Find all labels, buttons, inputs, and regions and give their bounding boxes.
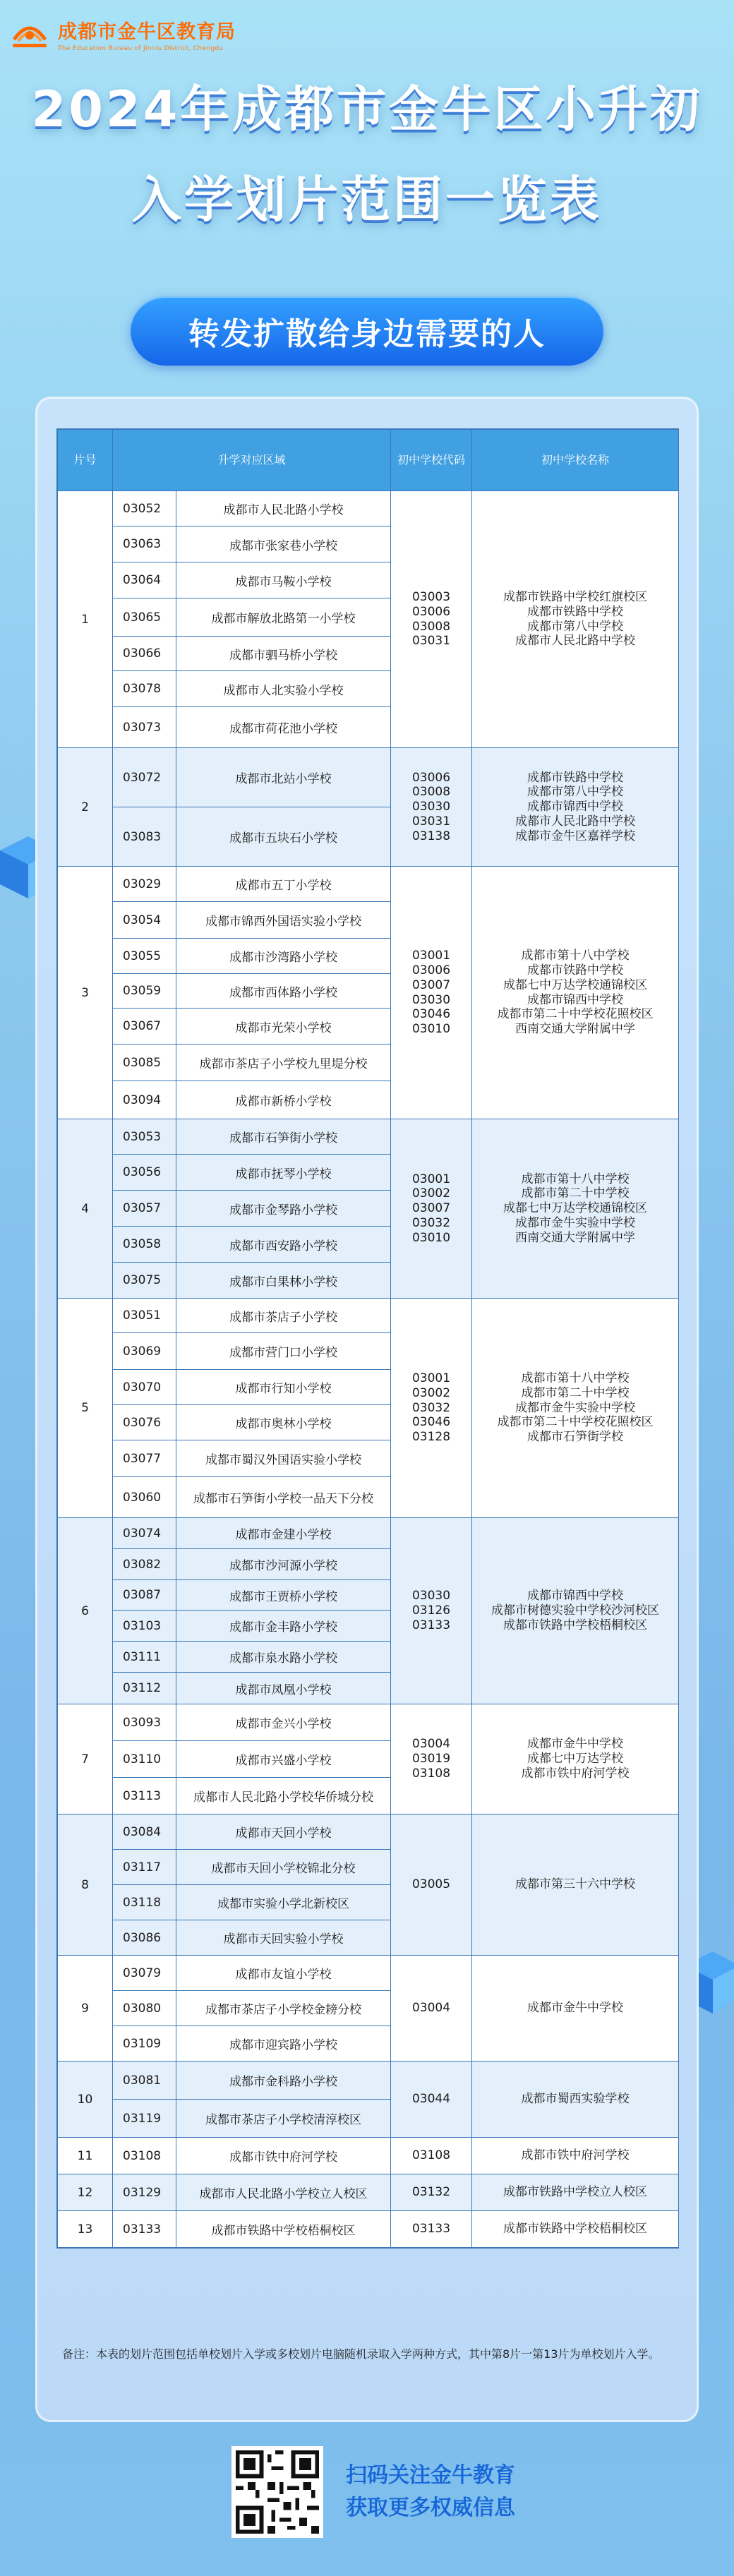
primary-school-name: 成都市茶店子小学校清淳校区 bbox=[176, 2100, 391, 2138]
share-banner: 转发扩散给身边需要的人 bbox=[131, 296, 603, 366]
middle-school-names: 成都市第三十六中学校 bbox=[472, 1814, 679, 1956]
primary-school-code: 03054 bbox=[113, 902, 176, 939]
primary-school-code: 03067 bbox=[113, 1009, 176, 1045]
middle-school-codes: 03003 03006 03008 03031 bbox=[391, 491, 472, 748]
table-row bbox=[58, 1518, 679, 1549]
table-header-row bbox=[58, 430, 679, 491]
area-number: 3 bbox=[58, 867, 113, 1119]
area-number: 8 bbox=[58, 1814, 113, 1956]
primary-school-code: 03070 bbox=[113, 1370, 176, 1405]
middle-school-names: 成都市铁路中学校红旗校区 成都市铁路中学校 成都市第八中学校 成都市人民北路中学校 bbox=[472, 491, 679, 748]
primary-school-code: 03117 bbox=[113, 1850, 176, 1885]
primary-school-name: 成都市驷马桥小学校 bbox=[176, 637, 391, 671]
qr-code-icon[interactable] bbox=[231, 2446, 323, 2538]
primary-school-code: 03065 bbox=[113, 598, 176, 637]
primary-school-code: 03059 bbox=[113, 974, 176, 1009]
primary-school-name: 成都市石笋街小学校 bbox=[176, 1119, 391, 1155]
primary-school-name: 成都市金科路小学校 bbox=[176, 2062, 391, 2100]
primary-school-name: 成都市人民北路小学校 bbox=[176, 491, 391, 526]
primary-school-name: 成都市新桥小学校 bbox=[176, 1081, 391, 1119]
primary-school-code: 03029 bbox=[113, 867, 176, 902]
primary-school-code: 03108 bbox=[113, 2138, 176, 2174]
primary-school-name: 成都市天回小学校 bbox=[176, 1814, 391, 1850]
table-row bbox=[58, 2138, 679, 2174]
primary-school-code: 03094 bbox=[113, 1081, 176, 1119]
primary-school-code: 03074 bbox=[113, 1518, 176, 1549]
table-row bbox=[58, 1299, 679, 1333]
primary-school-name: 成都市张家巷小学校 bbox=[176, 526, 391, 562]
footer-line-1: 扫码关注金牛教育 bbox=[346, 2462, 515, 2488]
primary-school-name: 成都市茶店子小学校九里堤分校 bbox=[176, 1045, 391, 1081]
primary-school-code: 03110 bbox=[113, 1741, 176, 1778]
primary-school-code: 03073 bbox=[113, 707, 176, 748]
education-bureau-logo-icon bbox=[10, 14, 49, 54]
primary-school-code: 03081 bbox=[113, 2062, 176, 2100]
primary-school-code: 03103 bbox=[113, 1611, 176, 1642]
table-row bbox=[58, 1704, 679, 1741]
primary-school-name: 成都市石笋街小学校一品天下分校 bbox=[176, 1477, 391, 1518]
middle-school-names: 成都市第十八中学校 成都市第二十中学校 成都七中万达学校通锦校区 成都市金牛实验中学校 西南交通大学附属中学 bbox=[472, 1119, 679, 1299]
middle-school-names: 成都市铁路中学校 成都市第八中学校 成都市锦西中学校 成都市人民北路中学校 成都市金牛区嘉祥学校 bbox=[472, 748, 679, 867]
middle-school-names: 成都市第十八中学校 成都市第二十中学校 成都市金牛实验中学校 成都市第二十中学校花照校区 成都市石笋街学校 bbox=[472, 1299, 679, 1518]
primary-school-name: 成都市凤凰小学校 bbox=[176, 1673, 391, 1704]
table-row bbox=[58, 2174, 679, 2211]
middle-school-codes: 03001 03006 03007 03030 03046 03010 bbox=[391, 867, 472, 1119]
middle-school-names: 成都市金牛中学校 bbox=[472, 1956, 679, 2062]
primary-school-code: 03118 bbox=[113, 1885, 176, 1920]
area-number: 9 bbox=[58, 1956, 113, 2062]
primary-school-name: 成都市解放北路第一小学校 bbox=[176, 598, 391, 637]
middle-school-codes: 03133 bbox=[391, 2211, 472, 2248]
primary-school-code: 03072 bbox=[113, 748, 176, 807]
primary-school-name: 成都市天回实验小学校 bbox=[176, 1920, 391, 1956]
middle-school-codes: 03004 03019 03108 bbox=[391, 1704, 472, 1814]
area-number: 12 bbox=[58, 2174, 113, 2211]
header-middle-code: 初中学校代码 bbox=[391, 430, 472, 491]
header-logo bbox=[10, 14, 236, 54]
enrollment-table bbox=[56, 428, 679, 2249]
primary-school-name: 成都市兴盛小学校 bbox=[176, 1741, 391, 1778]
primary-school-code: 03058 bbox=[113, 1227, 176, 1263]
primary-school-name: 成都市白果林小学校 bbox=[176, 1263, 391, 1299]
table-row bbox=[58, 1814, 679, 1850]
area-number: 11 bbox=[58, 2138, 113, 2174]
header-middle-name: 初中学校名称 bbox=[472, 430, 679, 491]
primary-school-name: 成都市天回小学校锦北分校 bbox=[176, 1850, 391, 1885]
primary-school-code: 03055 bbox=[113, 939, 176, 974]
middle-school-codes: 03001 03002 03032 03046 03128 bbox=[391, 1299, 472, 1518]
primary-school-name: 成都市五丁小学校 bbox=[176, 867, 391, 902]
primary-school-name: 成都市沙湾路小学校 bbox=[176, 939, 391, 974]
middle-school-codes: 03132 bbox=[391, 2174, 472, 2211]
primary-school-name: 成都市光荣小学校 bbox=[176, 1009, 391, 1045]
footer-line-2: 获取更多权威信息 bbox=[346, 2496, 515, 2520]
table-row bbox=[58, 748, 679, 807]
primary-school-name: 成都市铁中府河学校 bbox=[176, 2138, 391, 2174]
primary-school-code: 03113 bbox=[113, 1778, 176, 1814]
area-number: 13 bbox=[58, 2211, 113, 2248]
primary-school-name: 成都市金琴路小学校 bbox=[176, 1191, 391, 1227]
middle-school-names: 成都市蜀西实验学校 bbox=[472, 2062, 679, 2138]
primary-school-code: 03086 bbox=[113, 1920, 176, 1956]
primary-school-code: 03112 bbox=[113, 1673, 176, 1704]
middle-school-codes: 03044 bbox=[391, 2062, 472, 2138]
area-number: 7 bbox=[58, 1704, 113, 1814]
primary-school-name: 成都市迎宾路小学校 bbox=[176, 2026, 391, 2062]
primary-school-code: 03078 bbox=[113, 671, 176, 707]
primary-school-code: 03052 bbox=[113, 491, 176, 526]
primary-school-name: 成都市金建小学校 bbox=[176, 1518, 391, 1549]
primary-school-name: 成都市奥林小学校 bbox=[176, 1405, 391, 1440]
primary-school-code: 03057 bbox=[113, 1191, 176, 1227]
middle-school-codes: 03030 03126 03133 bbox=[391, 1518, 472, 1704]
primary-school-code: 03069 bbox=[113, 1333, 176, 1370]
org-name-cn: 成都市金牛区教育局 bbox=[58, 20, 236, 43]
primary-school-name: 成都市金丰路小学校 bbox=[176, 1611, 391, 1642]
primary-school-name: 成都市荷花池小学校 bbox=[176, 707, 391, 748]
table-row bbox=[58, 1956, 679, 1991]
primary-school-name: 成都市茶店子小学校金耪分校 bbox=[176, 1991, 391, 2026]
primary-school-code: 03093 bbox=[113, 1704, 176, 1741]
middle-school-names: 成都市铁路中学校立人校区 bbox=[472, 2174, 679, 2211]
primary-school-code: 03063 bbox=[113, 526, 176, 562]
title-line-2: 入学划片范围一览表 bbox=[132, 171, 602, 229]
primary-school-code: 03083 bbox=[113, 807, 176, 867]
middle-school-names: 成都市铁路中学校梧桐校区 bbox=[472, 2211, 679, 2248]
primary-school-code: 03119 bbox=[113, 2100, 176, 2138]
area-number: 6 bbox=[58, 1518, 113, 1704]
primary-school-code: 03080 bbox=[113, 1991, 176, 2026]
primary-school-code: 03111 bbox=[113, 1642, 176, 1673]
middle-school-names: 成都市铁中府河学校 bbox=[472, 2138, 679, 2174]
header-primary-area: 升学对应区域 bbox=[113, 430, 391, 491]
primary-school-name: 成都市沙河源小学校 bbox=[176, 1549, 391, 1580]
primary-school-code: 03075 bbox=[113, 1263, 176, 1299]
primary-school-name: 成都市行知小学校 bbox=[176, 1370, 391, 1405]
primary-school-code: 03129 bbox=[113, 2174, 176, 2211]
primary-school-code: 03060 bbox=[113, 1477, 176, 1518]
primary-school-name: 成都市蜀汉外国语实验小学校 bbox=[176, 1440, 391, 1477]
middle-school-names: 成都市第十八中学校 成都市铁路中学校 成都七中万达学校通锦校区 成都市锦西中学校 成都市第二十中学校花照校区 西南交通大学附属中学 bbox=[472, 867, 679, 1119]
primary-school-name: 成都市营门口小学校 bbox=[176, 1333, 391, 1370]
primary-school-name: 成都市金兴小学校 bbox=[176, 1704, 391, 1741]
primary-school-name: 成都市王贾桥小学校 bbox=[176, 1580, 391, 1611]
org-name-en: The Education Bureau of Jinniu District, Chengdu bbox=[58, 44, 224, 52]
area-number: 10 bbox=[58, 2062, 113, 2138]
primary-school-name: 成都市人民北路小学校立人校区 bbox=[176, 2174, 391, 2211]
primary-school-name: 成都市友谊小学校 bbox=[176, 1956, 391, 1991]
area-number: 2 bbox=[58, 748, 113, 867]
primary-school-code: 03109 bbox=[113, 2026, 176, 2062]
primary-school-code: 03051 bbox=[113, 1299, 176, 1333]
primary-school-code: 03056 bbox=[113, 1155, 176, 1191]
table-row bbox=[58, 2062, 679, 2100]
primary-school-code: 03082 bbox=[113, 1549, 176, 1580]
primary-school-code: 03087 bbox=[113, 1580, 176, 1611]
primary-school-code: 03084 bbox=[113, 1814, 176, 1850]
primary-school-code: 03085 bbox=[113, 1045, 176, 1081]
primary-school-name: 成都市五块石小学校 bbox=[176, 807, 391, 867]
primary-school-name: 成都市马鞍小学校 bbox=[176, 562, 391, 598]
primary-school-code: 03076 bbox=[113, 1405, 176, 1440]
table-row bbox=[58, 867, 679, 902]
primary-school-code: 03066 bbox=[113, 637, 176, 671]
table-row bbox=[58, 1119, 679, 1155]
table-row bbox=[58, 491, 679, 526]
middle-school-names: 成都市锦西中学校 成都市树德实验中学校沙河校区 成都市铁路中学校梧桐校区 bbox=[472, 1518, 679, 1704]
title-line-1: 2024年成都市金牛区小升初 bbox=[31, 80, 703, 138]
table-card bbox=[35, 397, 699, 2422]
primary-school-code: 03079 bbox=[113, 1956, 176, 1991]
primary-school-name: 成都市北站小学校 bbox=[176, 748, 391, 807]
header-area-no: 片号 bbox=[58, 430, 113, 491]
middle-school-names: 成都市金牛中学校 成都七中万达学校 成都市铁中府河学校 bbox=[472, 1704, 679, 1814]
page-title bbox=[0, 80, 734, 229]
primary-school-code: 03133 bbox=[113, 2211, 176, 2248]
table-note: 备注：本表的划片范围包括单校划片入学或多校划片电脑随机录取入学两种方式，其中第8片一第13片为单校划片入学。 bbox=[62, 2347, 660, 2361]
middle-school-codes: 03005 bbox=[391, 1814, 472, 1956]
primary-school-name: 成都市泉水路小学校 bbox=[176, 1642, 391, 1673]
primary-school-name: 成都市人民北路小学校华侨城分校 bbox=[176, 1778, 391, 1814]
table-row bbox=[58, 2211, 679, 2248]
primary-school-code: 03053 bbox=[113, 1119, 176, 1155]
area-number: 1 bbox=[58, 491, 113, 748]
middle-school-codes: 03004 bbox=[391, 1956, 472, 2062]
primary-school-code: 03077 bbox=[113, 1440, 176, 1477]
middle-school-codes: 03108 bbox=[391, 2138, 472, 2174]
primary-school-name: 成都市铁路中学校梧桐校区 bbox=[176, 2211, 391, 2248]
footer bbox=[231, 2446, 515, 2538]
primary-school-name: 成都市实验小学北新校区 bbox=[176, 1885, 391, 1920]
area-number: 5 bbox=[58, 1299, 113, 1518]
primary-school-code: 03064 bbox=[113, 562, 176, 598]
primary-school-name: 成都市锦西外国语实验小学校 bbox=[176, 902, 391, 939]
middle-school-codes: 03001 03002 03007 03032 03010 bbox=[391, 1119, 472, 1299]
middle-school-codes: 03006 03008 03030 03031 03138 bbox=[391, 748, 472, 867]
primary-school-name: 成都市西安路小学校 bbox=[176, 1227, 391, 1263]
primary-school-name: 成都市抚琴小学校 bbox=[176, 1155, 391, 1191]
primary-school-name: 成都市人北实验小学校 bbox=[176, 671, 391, 707]
primary-school-name: 成都市西体路小学校 bbox=[176, 974, 391, 1009]
primary-school-name: 成都市茶店子小学校 bbox=[176, 1299, 391, 1333]
area-number: 4 bbox=[58, 1119, 113, 1299]
